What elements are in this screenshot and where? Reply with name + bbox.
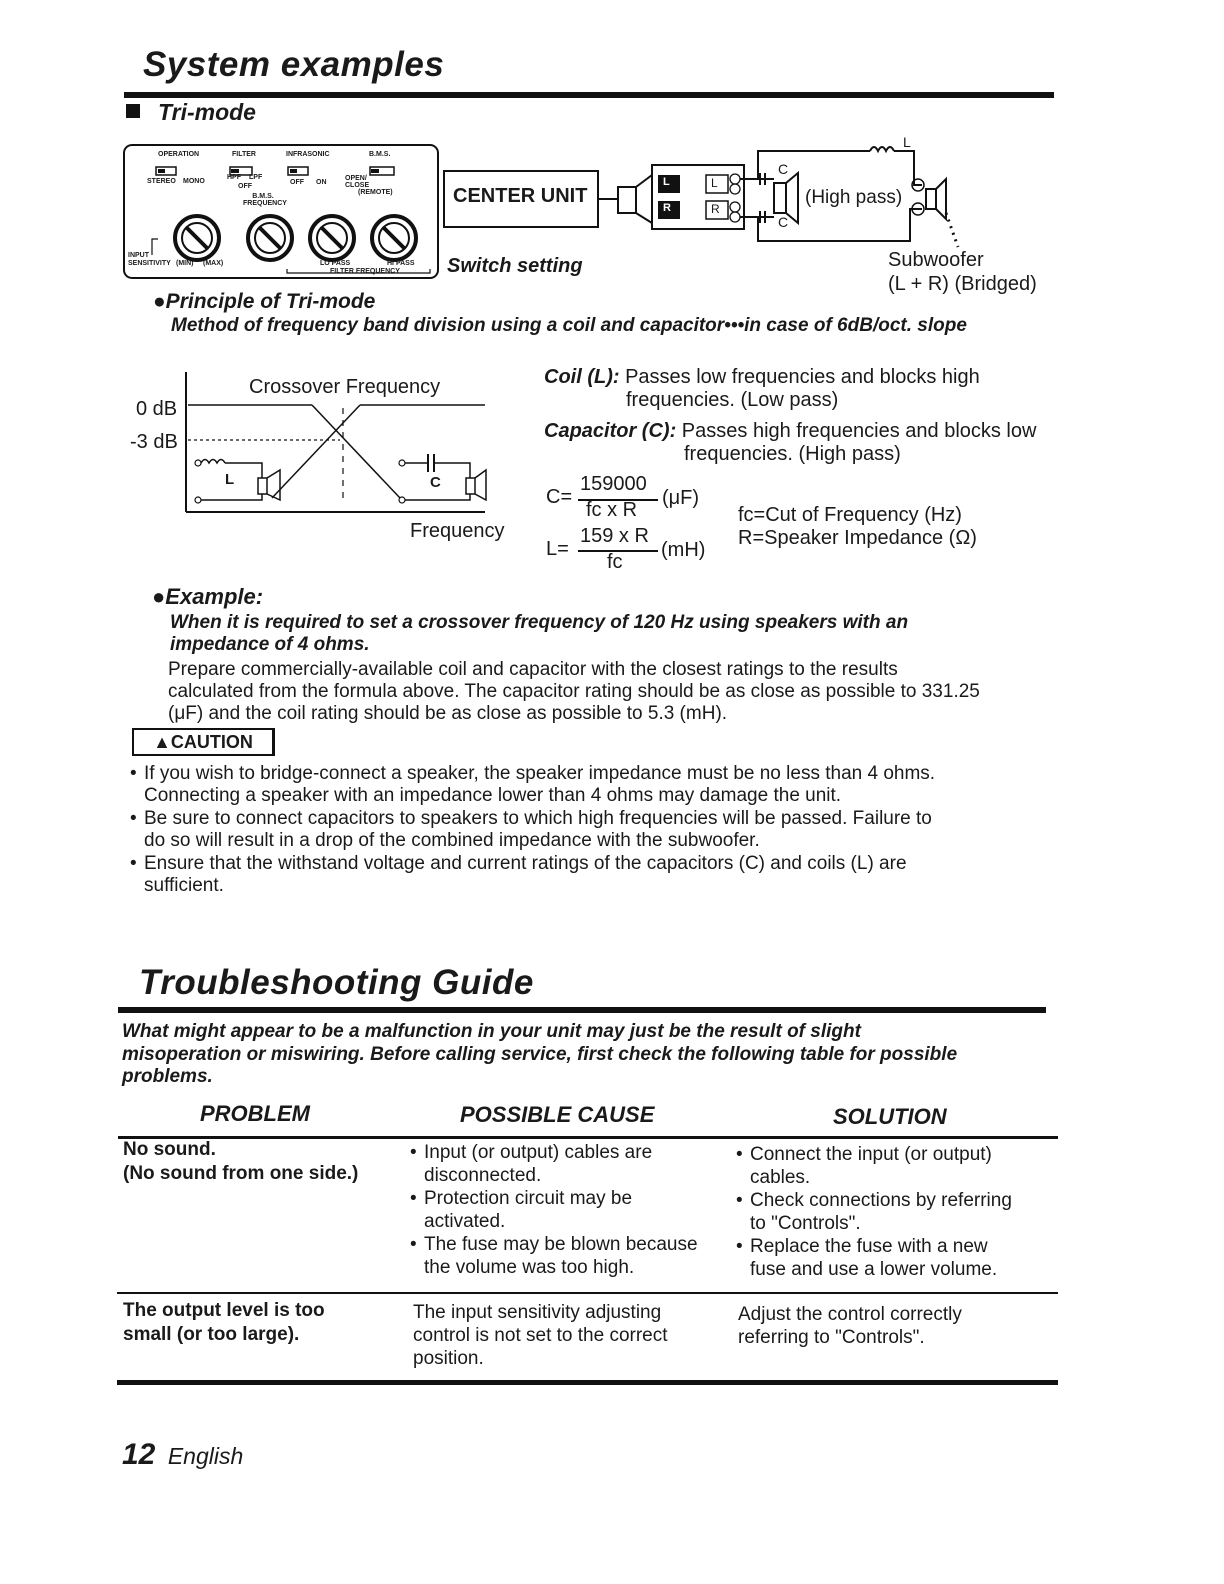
caution-item-line: • Be sure to connect capacitors to speakers to which high frequencies will be passed. Failure to bbox=[144, 808, 932, 829]
header-possible-cause: POSSIBLE CAUSE bbox=[460, 1102, 655, 1127]
bridged-label: (L + R) (Bridged) bbox=[888, 273, 1037, 295]
row1-problem bbox=[123, 1138, 358, 1186]
cause-item-line: • The fuse may be blown because bbox=[424, 1234, 698, 1255]
caution-item-line: • If you wish to bridge-connect a speaker, the speaker impedance must be no less than 4 ohms. bbox=[144, 763, 936, 784]
principle-heading: ●Principle of Tri-mode bbox=[153, 290, 376, 313]
cause-item bbox=[410, 1187, 730, 1233]
lpf-label: LPF bbox=[249, 174, 263, 181]
operation-label: OPERATION bbox=[158, 151, 200, 158]
lo-pass-label: LO PASS bbox=[320, 260, 351, 267]
solution-item-line: • Replace the fuse with a new bbox=[750, 1236, 988, 1257]
row1-causes bbox=[410, 1141, 730, 1279]
row1-problem-line1: No sound. bbox=[123, 1139, 216, 1160]
caution-item-line: Connecting a speaker with an impedance lower than 4 ohms may damage the unit. bbox=[144, 785, 842, 806]
cap-desc-line1: Passes high frequencies and blocks low bbox=[681, 420, 1037, 442]
caution-item-line: sufficient. bbox=[144, 875, 224, 896]
graph-coil-symbol-label: L bbox=[225, 471, 235, 488]
troubleshooting-intro-line2: misoperation or miswiring. Before calling service, first check the following table for possible bbox=[122, 1044, 958, 1065]
cause-item-line: • Protection circuit may be bbox=[424, 1188, 633, 1209]
caution-item bbox=[130, 763, 1050, 807]
formula-c-unit: (μF) bbox=[662, 487, 700, 509]
row2-cause-line2: control is not set to the correct bbox=[413, 1325, 668, 1346]
caution-item-line: do so will result in a drop of the combined impedance with the subwoofer. bbox=[144, 830, 760, 851]
subwoofer-label: Subwoofer bbox=[888, 249, 984, 271]
row2-solution-line2: referring to "Controls". bbox=[738, 1327, 925, 1348]
row2-problem bbox=[123, 1299, 325, 1347]
example-bold-line1: When it is required to set a crossover frequency of 120 Hz using speakers with an bbox=[170, 612, 909, 633]
example-para-line1: Prepare commercially-available coil and capacitor with the closest ratings to the results bbox=[168, 659, 898, 680]
bms-open-label: OPEN/ bbox=[345, 175, 367, 182]
formula-l-numerator: 159 x R bbox=[580, 525, 649, 547]
formula-l-lhs: L= bbox=[546, 538, 569, 560]
formula-c-denominator: fc x R bbox=[586, 499, 638, 521]
header-solution: SOLUTION bbox=[833, 1104, 947, 1129]
switch-setting-label: Switch setting bbox=[447, 255, 583, 277]
channel-r-label: R bbox=[663, 202, 671, 214]
coil-label: L bbox=[903, 134, 911, 150]
cause-item-line: disconnected. bbox=[424, 1165, 542, 1186]
tri-mode-heading: Tri-mode bbox=[158, 99, 256, 125]
solution-item-line: to "Controls". bbox=[750, 1213, 861, 1234]
terminal-l-label: L bbox=[711, 176, 718, 190]
formula-l-unit: (mH) bbox=[661, 539, 706, 561]
solution-item-line: cables. bbox=[750, 1167, 811, 1188]
coil-term: Coil (L): bbox=[544, 366, 620, 388]
hi-pass-label: HI PASS bbox=[387, 260, 415, 267]
high-pass-label: (High pass) bbox=[805, 187, 903, 208]
filter-frequency-label: FILTER FREQUENCY bbox=[330, 268, 400, 275]
solution-item bbox=[736, 1143, 1046, 1189]
table-row-divider bbox=[117, 1292, 1058, 1294]
row1-problem-line2: (No sound from one side.) bbox=[123, 1163, 359, 1184]
example-para-line3: (μF) and the coil rating should be as close as possible to 5.3 (mH). bbox=[168, 703, 728, 724]
graph-crossover-label: Crossover Frequency bbox=[249, 376, 441, 398]
row1-solutions bbox=[736, 1143, 1046, 1281]
caution-list bbox=[130, 763, 1050, 897]
row2-cause-line1: The input sensitivity adjusting bbox=[413, 1302, 662, 1323]
caution-item bbox=[130, 808, 1050, 852]
formula-l-denominator: fc bbox=[607, 551, 623, 573]
coil-description bbox=[544, 366, 980, 389]
cause-item-line: activated. bbox=[424, 1211, 506, 1232]
graph-frequency-label: Frequency bbox=[410, 520, 505, 542]
bms-frequency-label: B.M.S. FREQUENCY bbox=[243, 193, 287, 207]
hpf-label: HPF bbox=[227, 174, 241, 181]
caution-badge: ▲CAUTION bbox=[132, 728, 275, 756]
stereo-label: STEREO bbox=[147, 178, 176, 185]
infrasonic-label: INFRASONIC bbox=[286, 151, 330, 158]
troubleshooting-intro-line1: What might appear to be a malfunction in your unit may just be the result of slight bbox=[122, 1021, 861, 1042]
solution-item bbox=[736, 1189, 1046, 1235]
title-rule bbox=[124, 92, 1054, 98]
example-para-line2: calculated from the formula above. The capacitor rating should be as close as possible to 331.25 bbox=[168, 681, 980, 702]
filter-off-label: OFF bbox=[238, 183, 252, 190]
bms-frequency-knob-icon bbox=[248, 216, 292, 260]
bms-remote-label: (REMOTE) bbox=[358, 189, 393, 196]
troubleshooting-title-rule bbox=[118, 1007, 1046, 1013]
min-label: (MIN) bbox=[176, 260, 194, 267]
solution-item-line: fuse and use a lower volume. bbox=[750, 1259, 998, 1280]
fc-definition: fc=Cut of Frequency (Hz) bbox=[738, 504, 962, 526]
mono-label: MONO bbox=[183, 178, 205, 185]
capacitor-label-bottom: C bbox=[778, 214, 789, 230]
cause-item bbox=[410, 1233, 730, 1279]
section-title-troubleshooting: Troubleshooting Guide bbox=[139, 963, 534, 1002]
cause-item bbox=[410, 1141, 730, 1187]
row2-cause bbox=[413, 1301, 668, 1370]
input-sensitivity-knob-icon bbox=[175, 216, 219, 260]
capacitor-description bbox=[544, 420, 1036, 443]
capacitor-label-top: C bbox=[778, 161, 789, 177]
hi-pass-knob-icon bbox=[372, 216, 416, 260]
lo-pass-knob-icon bbox=[310, 216, 354, 260]
graph-minus3db-label: -3 dB bbox=[130, 431, 178, 453]
header-problem: PROBLEM bbox=[200, 1101, 310, 1126]
graph-0db-label: 0 dB bbox=[136, 398, 178, 420]
example-heading: ●Example: bbox=[152, 584, 264, 609]
filter-label: FILTER bbox=[232, 151, 256, 158]
row2-solution-line1: Adjust the control correctly bbox=[738, 1304, 962, 1325]
row2-problem-line1: The output level is too bbox=[123, 1300, 325, 1321]
formula-c-numerator: 159000 bbox=[580, 473, 647, 495]
caution-item-line: • Ensure that the withstand voltage and current ratings of the capacitors (C) and coils (L) are bbox=[144, 853, 907, 874]
troubleshooting-intro-line3: problems. bbox=[122, 1066, 213, 1087]
page-footer bbox=[122, 1438, 243, 1472]
cause-item-line: the volume was too high. bbox=[424, 1257, 635, 1278]
example-bold-line2: impedance of 4 ohms. bbox=[170, 634, 370, 655]
coil-desc-line1: Passes low frequencies and blocks high bbox=[625, 366, 980, 388]
solution-item-line: • Connect the input (or output) bbox=[750, 1144, 992, 1165]
solution-item bbox=[736, 1235, 1046, 1281]
page-number: 12 bbox=[122, 1438, 156, 1471]
capacitor-term: Capacitor (C): bbox=[544, 420, 677, 442]
coil-desc-line2: frequencies. (Low pass) bbox=[626, 389, 839, 411]
row2-solution bbox=[738, 1303, 962, 1349]
bms-label: B.M.S. bbox=[369, 151, 391, 158]
cause-item-line: • Input (or output) cables are bbox=[424, 1142, 653, 1163]
graph-cap-symbol-label: C bbox=[430, 474, 441, 491]
row2-problem-line2: small (or too large). bbox=[123, 1324, 300, 1345]
infrasonic-off-label: OFF bbox=[290, 179, 304, 186]
cap-desc-line2: frequencies. (High pass) bbox=[684, 443, 901, 465]
table-bottom-rule bbox=[117, 1380, 1058, 1385]
r-definition: R=Speaker Impedance (Ω) bbox=[738, 527, 977, 549]
infrasonic-on-label: ON bbox=[316, 179, 327, 186]
solution-item-line: • Check connections by referring bbox=[750, 1190, 1012, 1211]
principle-method: Method of frequency band division using a coil and capacitor•••in case of 6dB/oct. slope bbox=[171, 315, 967, 336]
row2-cause-line3: position. bbox=[413, 1348, 484, 1369]
input-sensitivity-label: INPUT SENSITIVITY bbox=[128, 252, 171, 267]
page-language: English bbox=[167, 1443, 244, 1469]
center-unit-label: CENTER UNIT bbox=[453, 185, 588, 207]
terminal-r-label: R bbox=[711, 202, 720, 216]
section-title-system: System examples bbox=[143, 45, 445, 84]
bms-close-label: CLOSE bbox=[345, 182, 370, 189]
caution-item bbox=[130, 853, 1050, 897]
max-label: (MAX) bbox=[203, 260, 224, 267]
square-bullet-icon bbox=[126, 104, 140, 118]
channel-l-label: L bbox=[663, 176, 670, 188]
formula-c-lhs: C= bbox=[546, 486, 573, 508]
